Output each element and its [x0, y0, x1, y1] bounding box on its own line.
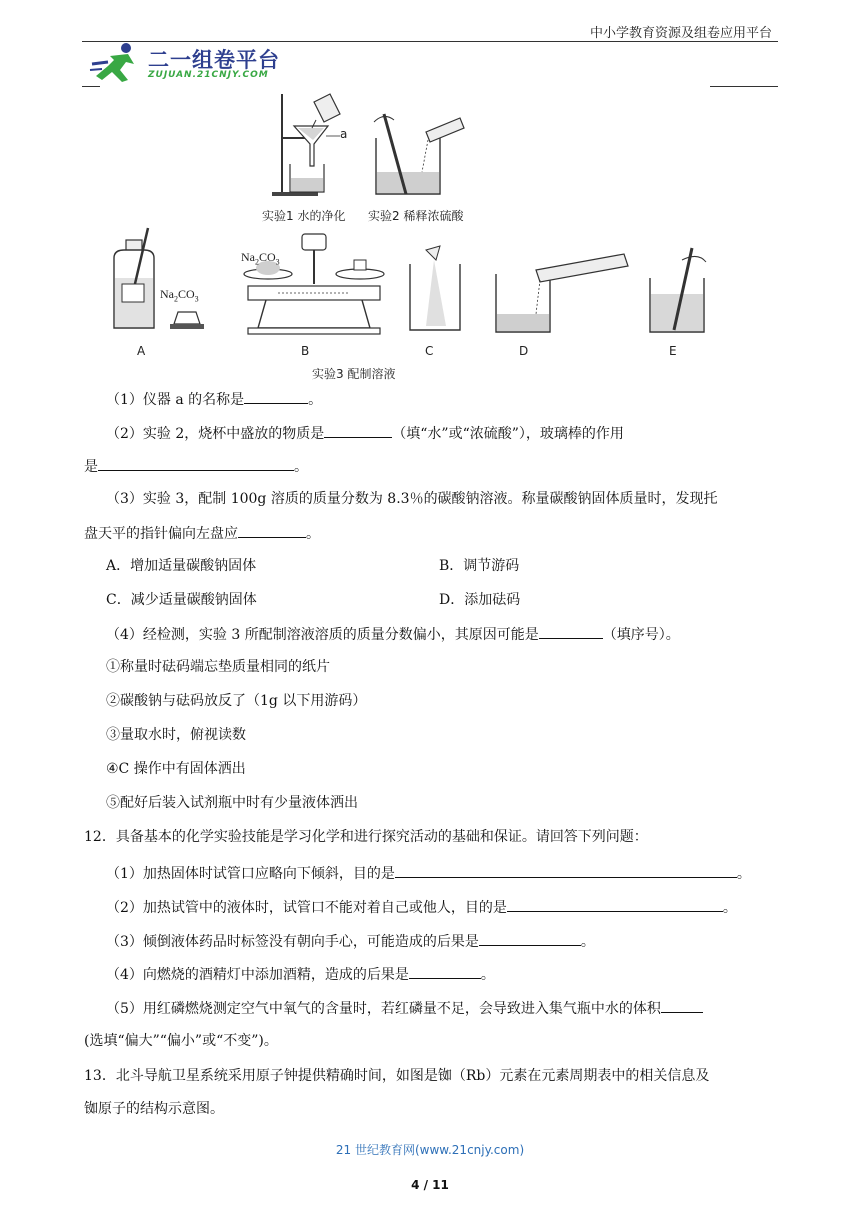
q11-option-D[interactable]: D．添加砝码 [439, 592, 521, 608]
step-A-reagent-bottle [104, 228, 208, 332]
q11-p2-mid: （填“水”或“浓硫酸”），玻璃棒的作用 [392, 426, 624, 442]
q11-part1 [106, 388, 322, 410]
q11-p3b-text: 盘天平的指针偏向左盘应 [84, 526, 238, 542]
exp1-caption: 实验1 水的净化 [262, 209, 346, 223]
q11-p2b-blank[interactable] [98, 455, 294, 471]
q12-p2-blank[interactable] [507, 896, 723, 912]
formula-sub-3: 3 [194, 294, 199, 304]
label-A: A [137, 344, 146, 358]
logo-subtitle: ZUJUAN.21CNJY.COM [148, 70, 269, 80]
header-rule-left [82, 86, 100, 87]
q11-p1-blank[interactable] [244, 388, 308, 404]
na2co3-label-B [241, 250, 280, 266]
q11-p3b-end: 。 [306, 526, 320, 542]
q12-p3-end: 。 [580, 934, 595, 950]
exp2-dilution-figure [368, 110, 464, 198]
q12-part4 [106, 963, 495, 985]
q11-part3: （3）实验 3，配制 100g 溶质的质量分数为 8.3％的碳酸钠溶液。称量碳酸钠固体质量时，发现托 [106, 491, 718, 507]
q12-p4-blank[interactable] [409, 963, 481, 979]
q12-part2 [106, 896, 737, 918]
q11-p4-end: （填序号）。 [602, 627, 680, 643]
q12-part5b: (选填“偏大”“偏小”或“不变”)。 [84, 1033, 278, 1049]
q12-p2-text: （2）加热试管中的液体时，试管口不能对着自己或他人，目的是 [106, 900, 507, 916]
header-rule [82, 41, 778, 42]
step-E-stir [646, 246, 712, 336]
q11-option-C[interactable]: C．减少适量碳酸钠固体 [106, 592, 257, 608]
formula-sub-3: 3 [275, 257, 280, 267]
q11-p1-text: （1）仪器 a 的名称是 [106, 392, 245, 408]
q11-part2 [106, 422, 624, 444]
q11-p2b-end: 。 [294, 459, 308, 475]
q12-p3-blank[interactable] [479, 930, 581, 946]
q12-p1-end: 。 [736, 866, 751, 882]
q11-p4-text: （4）经检测，实验 3 所配制溶液溶质的质量分数偏小，其原因可能是 [106, 627, 539, 643]
q11-p2b-text: 是 [84, 459, 98, 475]
footer-site-link[interactable]: 21 世纪教育网(www.21cnjy.com) [335, 1143, 525, 1157]
q11-p3b-blank[interactable] [238, 522, 306, 538]
label-E: E [669, 344, 677, 358]
q12-p1-text: （1）加热固体时试管口应略向下倾斜，目的是 [106, 866, 395, 882]
q11-reason-1: ①称量时砝码端忘垫质量相同的纸片 [106, 659, 330, 675]
label-C: C [425, 344, 434, 358]
q12-part3 [106, 930, 595, 952]
na2co3-label-A [160, 287, 199, 303]
label-a: a [340, 127, 348, 141]
q13-stem-cont: 铷原子的结构示意图。 [84, 1101, 224, 1117]
page-number: 4 / 11 [411, 1178, 449, 1192]
exp2-caption: 实验2 稀释浓硫酸 [368, 209, 464, 223]
q12-p5-blank[interactable] [661, 997, 703, 1013]
q12-p4-end: 。 [480, 967, 495, 983]
formula-co: CO [259, 250, 276, 264]
q13-stem: 13．北斗导航卫星系统采用原子钟提供精确时间，如图是铷（Rb）元素在元素周期表中的相关信息及 [84, 1068, 710, 1084]
label-B: B [301, 344, 310, 358]
q12-part5 [106, 997, 703, 1019]
label-D: D [519, 344, 529, 358]
q11-reason-3: ③量取水时，俯视读数 [106, 727, 246, 743]
q11-part2b [84, 455, 308, 477]
formula-sub-2: 2 [174, 294, 178, 304]
platform-title: 中小学教育资源及组卷应用平台 [589, 26, 772, 41]
q11-p4-blank[interactable] [539, 623, 603, 639]
formula-co: CO [178, 287, 195, 301]
q11-part4 [106, 623, 680, 645]
exp3-caption: 实验3 配制溶液 [312, 367, 396, 381]
formula-sub-2: 2 [255, 257, 259, 267]
runner-logo-icon [88, 40, 146, 84]
q11-p2-text: （2）实验 2，烧杯中盛放的物质是 [106, 426, 325, 442]
q12-part1 [106, 862, 751, 884]
q12-p1-blank[interactable] [395, 862, 737, 878]
q11-reason-4: ④C 操作中有固体洒出 [106, 761, 246, 777]
q12-p4-text: （4）向燃烧的酒精灯中添加酒精，造成的后果是 [106, 967, 409, 983]
q11-reason-5: ⑤配好后装入试剂瓶中时有少量液体洒出 [106, 795, 358, 811]
q11-part3b [84, 522, 320, 544]
exp1-filtration-figure [268, 92, 352, 198]
step-D-pour-water [492, 250, 632, 336]
q12-p2-end: 。 [722, 900, 737, 916]
q11-option-A[interactable]: A．增加适量碳酸钠固体 [106, 558, 257, 574]
q11-p1-end: 。 [308, 392, 323, 408]
q11-p2-blank[interactable] [324, 422, 392, 438]
header-rule-right [710, 86, 778, 87]
q11-option-B[interactable]: B．调节游码 [439, 558, 520, 574]
step-B-balance [238, 232, 388, 336]
q12-stem: 12．具备基本的化学实验技能是学习化学和进行探究活动的基础和保证。请回答下列问题： [84, 829, 648, 845]
formula-na: Na [241, 250, 255, 264]
q12-p3-text: （3）倾倒液体药品时标签没有朝向手心，可能造成的后果是 [106, 934, 479, 950]
formula-na: Na [160, 287, 174, 301]
q11-reason-2: ②碳酸钠与砝码放反了（1g 以下用游码） [106, 693, 367, 709]
step-C-beaker-powder [406, 246, 464, 334]
q12-p5-text: （5）用红磷燃烧测定空气中氧气的含量时，若红磷量不足，会导致进入集气瓶中水的体积 [106, 1001, 661, 1017]
logo-title: 二一组卷平台 [148, 48, 280, 72]
